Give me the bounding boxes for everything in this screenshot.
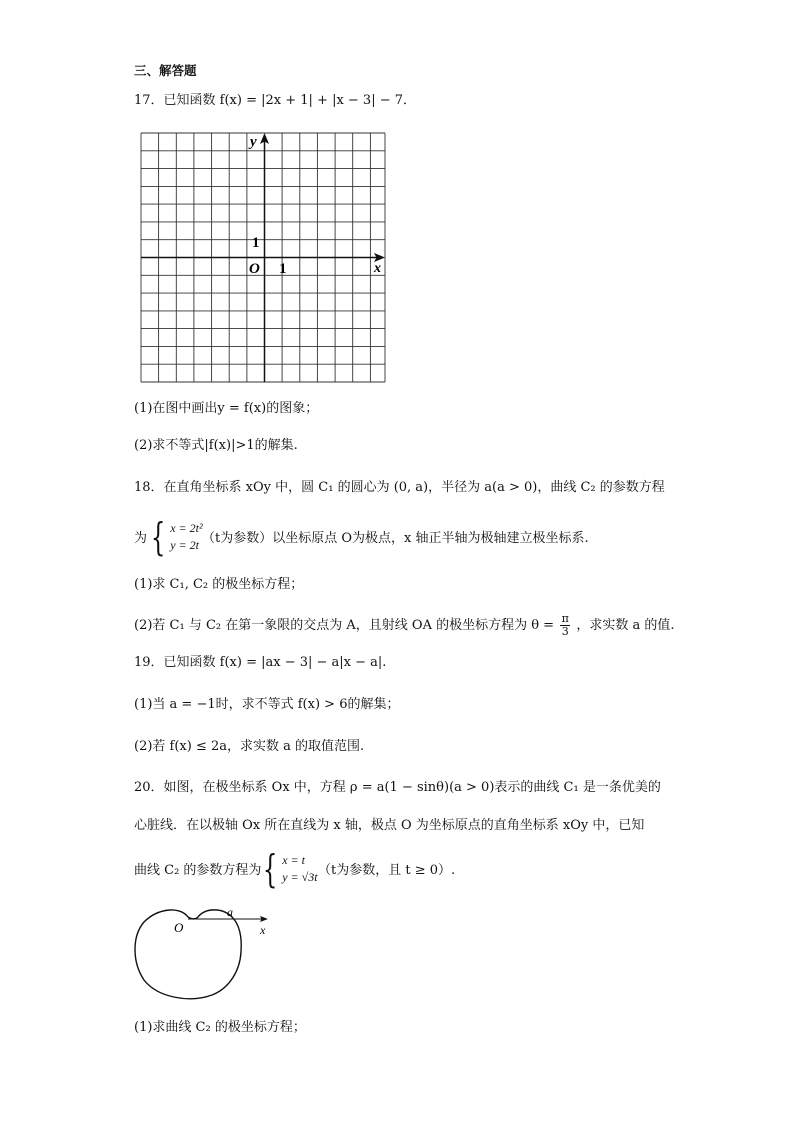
q20-eq-x: x = t	[282, 853, 305, 867]
q20-cardioid-figure	[130, 900, 280, 1010]
y-axis-label: y	[250, 134, 257, 150]
pole-label: O	[174, 920, 184, 935]
q20-line1: 20．如图，在极坐标系 Ox 中，方程 ρ = a(1 − sinθ)(a > 0)表示的曲线 C₁ 是一条优美的	[134, 780, 661, 795]
q20-line3-suffix: （t为参数，且 t ≥ 0）.	[318, 863, 456, 878]
q18-part2	[134, 613, 675, 638]
origin-label: O	[249, 261, 260, 277]
q17-part2: (2)求不等式|f(x)|>1的解集.	[134, 438, 298, 453]
q20-param-system	[258, 847, 318, 891]
q17-stem: 17．已知函数 f(x) = |2x + 1| + |x − 3| − 7．	[134, 93, 417, 108]
q19-part1: (1)当 a = −1时，求不等式 f(x) > 6的解集；	[134, 697, 400, 712]
q17-part1: (1)在图中画出y = f(x)的图象；	[134, 401, 319, 416]
x-tick-1-label: 1	[279, 261, 287, 277]
q18-eq-y: y = 2t	[170, 538, 199, 552]
a-label: a	[227, 905, 233, 919]
y-tick-1-label: 1	[252, 235, 260, 251]
q18-eq-x: x = 2t²	[170, 521, 203, 535]
axes	[141, 136, 382, 382]
q20-line2: 心脏线．在以极轴 Ox 所在直线为 x 轴，极点 O 为坐标原点的直角坐标系 xOy 中，已知	[134, 818, 645, 833]
q18-line2-suffix: （t为参数）以坐标原点 O为极点，x 轴正半轴为极轴建立极坐标系.	[202, 531, 589, 546]
q20-part1: (1)求曲线 C₂ 的极坐标方程；	[134, 1020, 306, 1035]
q18-part1: (1)求 C₁, C₂ 的极坐标方程；	[134, 577, 304, 592]
q17-grid-graph	[138, 130, 388, 385]
fraction-numerator: π	[561, 612, 569, 625]
q20-eq-y: y = √3t	[282, 870, 318, 884]
x-axis-label: x	[374, 261, 381, 276]
q18-part2-text-b: ，求实数 a 的值.	[576, 618, 675, 633]
q18-line2-prefix: 为	[134, 531, 148, 546]
brace: {	[262, 847, 278, 891]
cardioid-curve	[135, 910, 241, 999]
brace: {	[150, 515, 166, 559]
q19-stem: 19．已知函数 f(x) = |ax − 3| − a|x − a|.	[134, 655, 387, 670]
section-heading: 三、解答题	[134, 63, 197, 78]
fraction-denominator: 3	[561, 625, 569, 638]
q18-param-system	[146, 515, 203, 559]
q18-line1: 18．在直角坐标系 xOy 中，圆 C₁ 的圆心为 (0, a)，半径为 a(a > 0)，曲线 C₂ 的参数方程	[134, 480, 665, 495]
q20-line3-prefix: 曲线 C₂ 的参数方程为	[134, 863, 262, 878]
q19-part2: (2)若 f(x) ≤ 2a，求实数 a 的取值范围.	[134, 739, 365, 754]
q18-fraction	[560, 613, 570, 638]
polar-x-label: x	[260, 923, 266, 937]
q18-part2-text-a: (2)若 C₁ 与 C₂ 在第一象限的交点为 A，且射线 OA 的极坐标方程为 θ =	[134, 618, 555, 633]
